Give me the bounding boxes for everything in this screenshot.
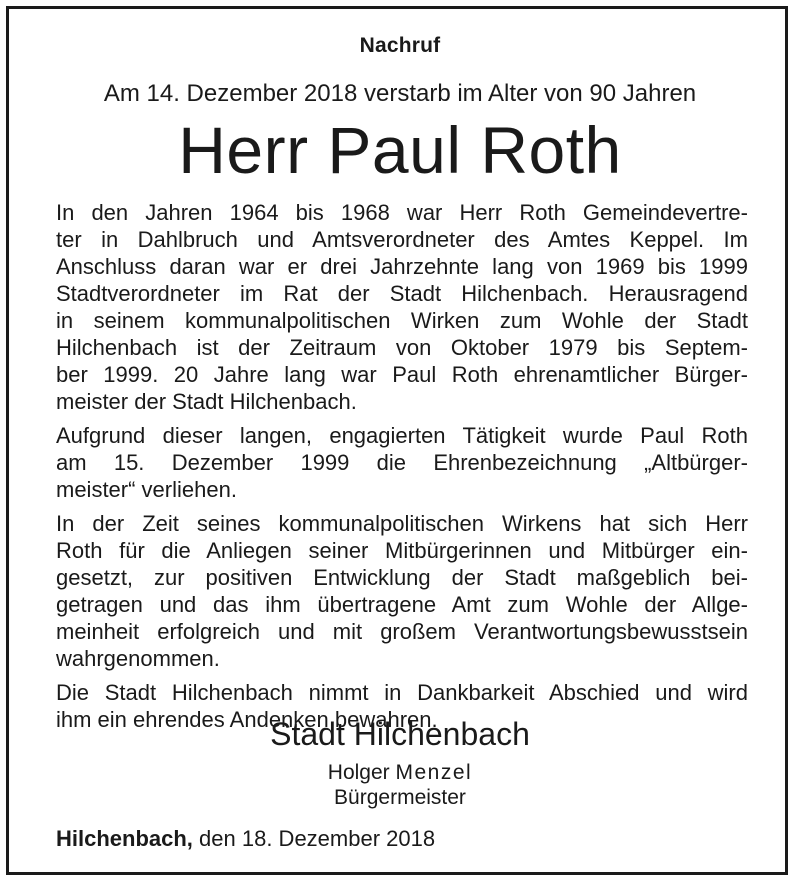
intro-line: Am 14. Dezember 2018 verstarb im Alter von 90 Jahren: [103, 80, 697, 107]
obituary-body: [56, 199, 748, 740]
text-line: In den Jahren 1964 bis 1968 war Herr Roth Gemeindevertre-: [56, 200, 748, 225]
organization-name: Stadt Hilchenbach: [270, 716, 530, 752]
text-line: am 15. Dezember 1999 die Ehrenbezeichnung „Altbürger-: [56, 450, 748, 475]
signer-name: [0, 760, 800, 785]
text-line: ter in Dahlbruch und Amtsverordneter des Amtes Keppel. Im: [56, 227, 748, 252]
text-line: in seinem kommunalpolitischen Wirken zum Wohle der Stadt: [56, 308, 748, 333]
text-line: Hilchenbach ist der Zeitraum von Oktober 1979 bis Septem-: [56, 335, 748, 360]
text-line: meister“ verliehen.: [56, 477, 237, 502]
text-line: Anschluss daran war er drei Jahrzehnte lang von 1969 bis 1999: [56, 254, 748, 279]
paragraph-honor: [56, 422, 748, 503]
place: Hilchenbach,: [56, 826, 193, 851]
text-line: Roth für die Anliegen seiner Mitbürgerinnen und Mitbürger ein-: [56, 538, 748, 563]
text-line: wahrgenommen.: [56, 646, 220, 671]
text-line: ihm ein ehrendes Andenken bewahren.: [56, 707, 438, 732]
signer-title: Bürgermeister: [334, 786, 466, 809]
signer-block: [0, 760, 800, 810]
text-line: getragen und das ihm übertragene Amt zum Wohle der Allge-: [56, 592, 748, 617]
text-line: meinheit erfolgreich und mit großem Verantwortungsbewusstsein: [56, 619, 748, 644]
notice-heading: Nachruf: [359, 34, 441, 57]
signer-last-name: Menzel: [395, 761, 473, 784]
text-line: gesetzt, zur positiven Entwicklung der Stadt maßgeblich bei-: [56, 565, 748, 590]
text-line: Aufgrund dieser langen, engagierten Tätigkeit wurde Paul Roth: [56, 423, 748, 448]
text-line: ber 1999. 20 Jahre lang war Paul Roth ehrenamtlicher Bürger-: [56, 362, 748, 387]
text-line: Stadtverordneter im Rat der Stadt Hilchenbach. Herausragend: [56, 281, 748, 306]
place-date-line: [56, 826, 435, 852]
deceased-name: Herr Paul Roth: [178, 113, 622, 187]
text-line: In der Zeit seines kommunalpolitischen Wirkens hat sich Herr: [56, 511, 748, 536]
signer-first-name: Holger: [327, 761, 390, 784]
date: den 18. Dezember 2018: [199, 826, 436, 851]
paragraph-service: [56, 510, 748, 672]
text-line: meister der Stadt Hilchenbach.: [56, 389, 357, 414]
paragraph-career: [56, 199, 748, 415]
text-line: Die Stadt Hilchenbach nimmt in Dankbarkeit Abschied und wird: [56, 680, 748, 705]
